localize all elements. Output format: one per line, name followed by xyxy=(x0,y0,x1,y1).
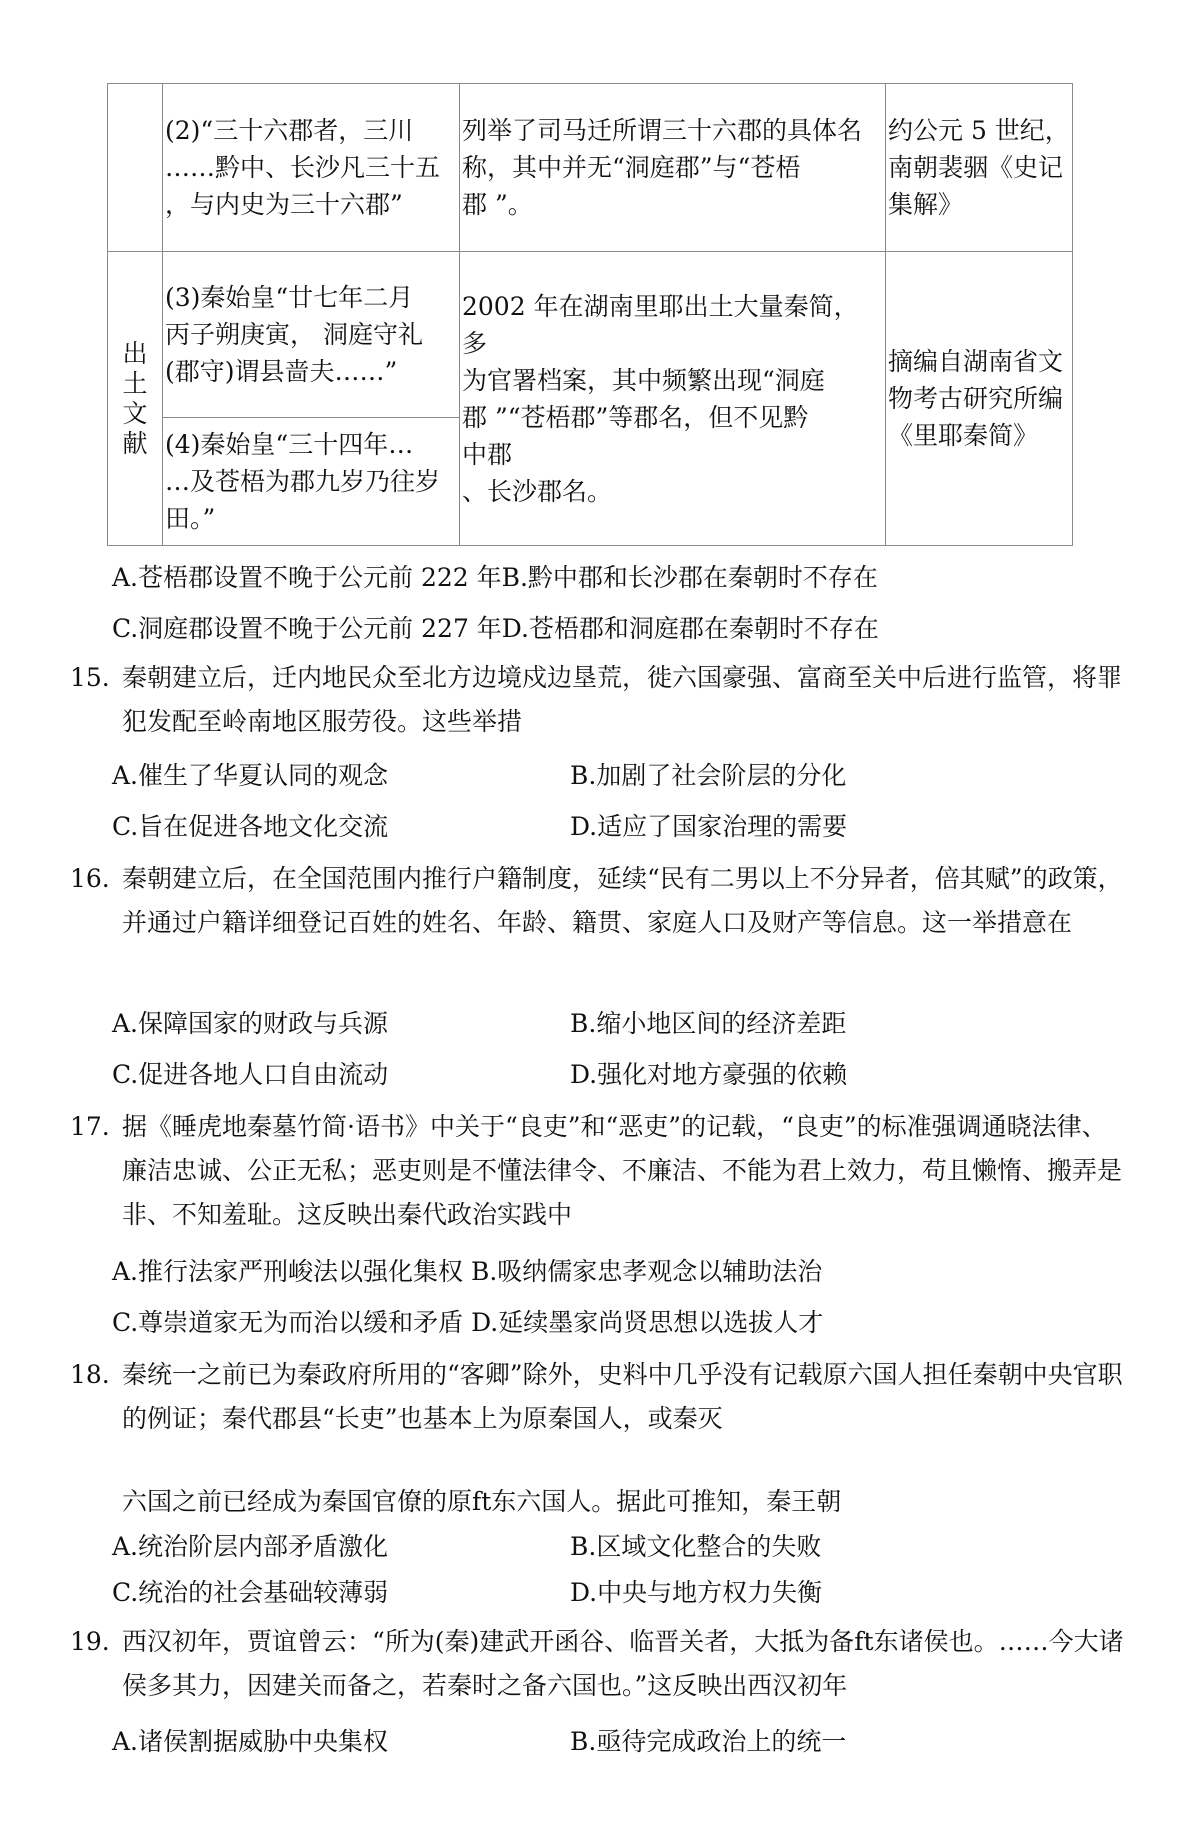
q19-option-a: A.诸侯割据威胁中央集权 xyxy=(112,1727,389,1756)
q18-stem-continued: 六国之前已经成为秦国官僚的原ft东六国人。据此可推知，秦王朝 xyxy=(122,1487,842,1516)
group-label-cell xyxy=(108,252,163,546)
source-cell: (4)秦始皇“三十四年… …及苍梧为郡九岁乃往岁 田。” xyxy=(163,418,460,546)
origin-cell: 摘编自湖南省文 物考古研究所编 《里耶秦简》 xyxy=(886,252,1073,546)
question-19 xyxy=(70,1620,1130,1708)
content-cell: 列举了司马迁所谓三十六郡的具体名 称，其中并无“洞庭郡”与“苍梧 郡 ”。 xyxy=(460,84,886,252)
question-number: 18. xyxy=(70,1360,110,1389)
q19-option-b: B.亟待完成政治上的统一 xyxy=(570,1727,847,1756)
question-stem: 秦朝建立后，在全国范围内推行户籍制度，延续“民有二男以上不分异者，倍其赋”的政策，并通过户籍详细登记百姓的姓名、年龄、籍贯、家庭人口及财产等信息。这一举措意在 xyxy=(122,864,1123,937)
question-stem: 秦朝建立后，迁内地民众至北方边境戍边垦荒，徙六国豪强、富商至关中后进行监管，将罪犯发配至岭南地区服劳役。这些举措 xyxy=(122,663,1123,736)
q15-option-c: C.旨在促进各地文化交流 xyxy=(112,812,389,841)
q15-option-b: B.加剧了社会阶层的分化 xyxy=(570,761,847,790)
question-number: 19. xyxy=(70,1627,110,1656)
question-stem: 据《睡虎地秦墓竹简·语书》中关于“良吏”和“恶吏”的记载，“良吏”的标准强调通晓法律、廉洁忠诚、公正无私；恶吏则是不懂法律令、不廉洁、不能为君上效力，苟且懒惰、搬弄是非、不知羞耻。这反映出秦代政治实践中 xyxy=(122,1112,1123,1229)
source-table xyxy=(107,83,1073,546)
q16-option-a: A.保障国家的财政与兵源 xyxy=(112,1009,389,1038)
group-label-char: 献 xyxy=(122,428,148,458)
content-cell: 2002 年在湖南里耶出土大量秦简，多 为官署档案，其中频繁出现“洞庭 郡 ”“苍梧郡”等郡名，但不见黔 中郡 、长沙郡名。 xyxy=(460,252,886,546)
q15-option-a: A.催生了华夏认同的观念 xyxy=(112,761,389,790)
q16-option-b: B.缩小地区间的经济差距 xyxy=(570,1009,847,1038)
source-cell: (2)“三十六郡者，三川 ……黔中、长沙凡三十五 ，与内史为三十六郡” xyxy=(163,84,460,252)
q18-option-d: D.中央与地方权力失衡 xyxy=(570,1578,823,1607)
q14-options-line2: C.洞庭郡设置不晚于公元前 227 年D.苍梧郡和洞庭郡在秦朝时不存在 xyxy=(112,614,879,643)
question-17 xyxy=(70,1105,1130,1237)
q15-option-d: D.适应了国家治理的需要 xyxy=(570,812,848,841)
q18-option-b: B.区域文化整合的失败 xyxy=(570,1532,822,1561)
question-number: 15. xyxy=(70,663,110,692)
table-row xyxy=(108,84,1073,252)
group-label-char: 文 xyxy=(122,398,148,428)
group-label-char: 出 xyxy=(122,338,148,368)
q18-option-c: C.统治的社会基础较薄弱 xyxy=(112,1578,389,1607)
q16-option-d: D.强化对地方豪强的依赖 xyxy=(570,1060,848,1089)
group-label-char: 土 xyxy=(122,368,148,398)
question-stem: 西汉初年，贾谊曾云：“所为(秦)建武开函谷、临晋关者，大抵为备ft东诸侯也。……今大诸侯多其力，因建关而备之，若秦时之备六国也。”这反映出西汉初年 xyxy=(122,1627,1124,1700)
q18-option-a: A.统治阶层内部矛盾激化 xyxy=(112,1532,389,1561)
q17-options-line1: A.推行法家严刑峻法以强化集权 B.吸纳儒家忠孝观念以辅助法治 xyxy=(112,1257,823,1286)
question-number: 17. xyxy=(70,1112,110,1141)
source-cell: (3)秦始皇“廿七年二月 丙子朔庚寅， 洞庭守礼 (郡守)谓县啬夫……” xyxy=(163,252,460,418)
q17-options-line2: C.尊崇道家无为而治以缓和矛盾 D.延续墨家尚贤思想以选拔人才 xyxy=(112,1308,824,1337)
origin-cell: 约公元 5 世纪， 南朝裴骃《史记 集解》 xyxy=(886,84,1073,252)
table-row xyxy=(108,252,1073,418)
question-stem: 秦统一之前已为秦政府所用的“客卿”除外，史料中几乎没有记载原六国人担任秦朝中央官职的例证；秦代郡县“长吏”也基本上为原秦国人，或秦灭 xyxy=(122,1360,1123,1433)
q14-options-line1: A.苍梧郡设置不晚于公元前 222 年B.黔中郡和长沙郡在秦朝时不存在 xyxy=(112,563,878,592)
question-number: 16. xyxy=(70,864,110,893)
question-18 xyxy=(70,1353,1130,1441)
q16-option-c: C.促进各地人口自由流动 xyxy=(112,1060,389,1089)
question-16 xyxy=(70,857,1130,945)
question-15 xyxy=(70,656,1130,744)
group-cell-empty xyxy=(108,84,163,252)
